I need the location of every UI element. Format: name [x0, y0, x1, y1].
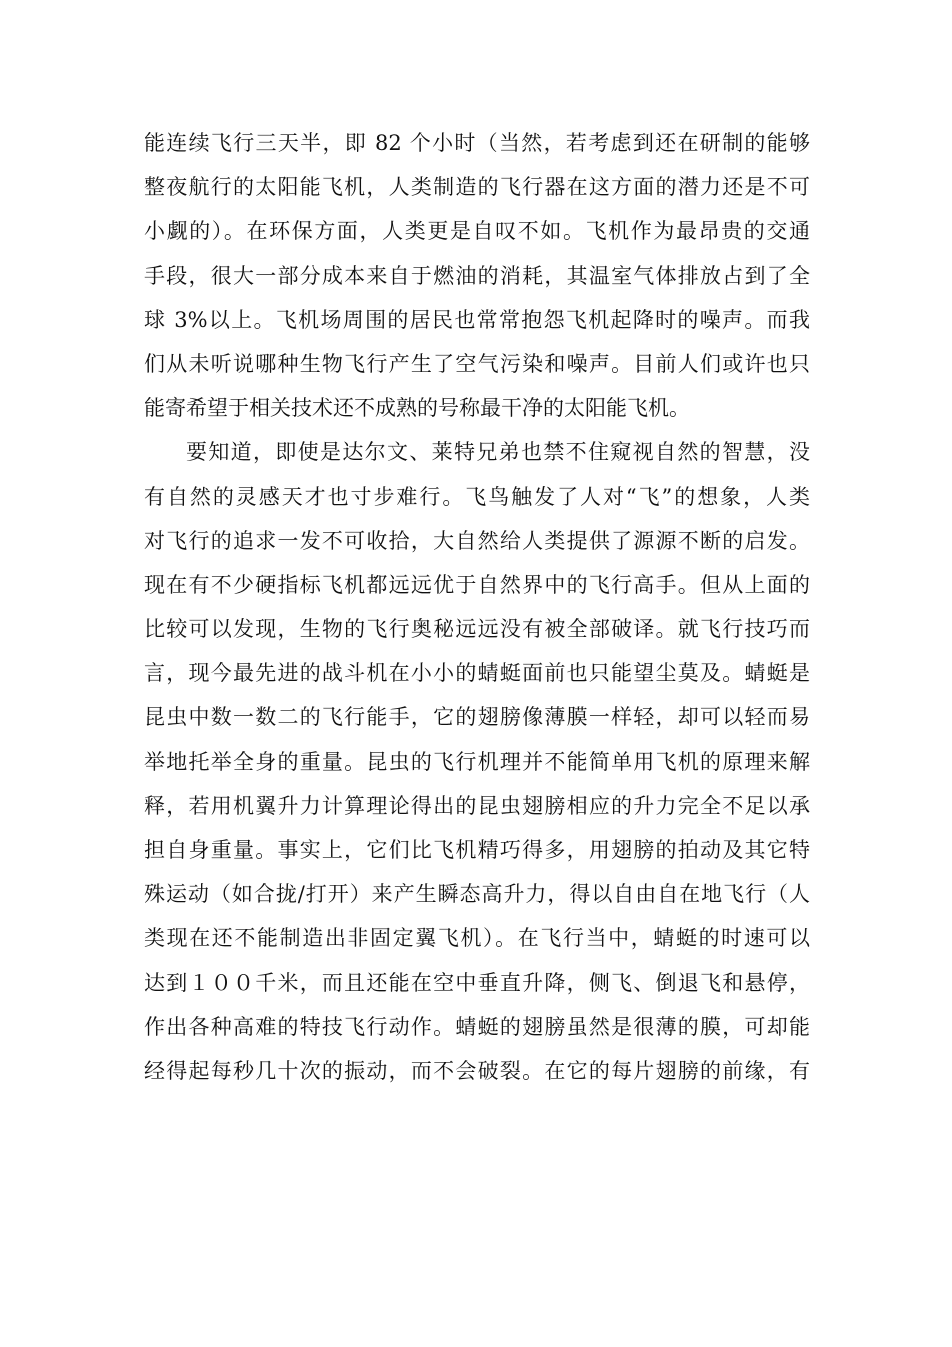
text-line: 言，现今最先进的战斗机在小小的蜻蜓面前也只能望尘莫及。蜻蜓是 [144, 661, 810, 686]
text-line: 们从未听说哪种生物飞行产生了空气污染和噪声。目前人们或许也只 [144, 351, 810, 376]
text-line: 对飞行的追求一发不可收拾，大自然给人类提供了源源不断的启发。 [144, 528, 810, 553]
text-line: 能连续飞行三天半，即 82 个小时（当然，若考虑到还在研制的能够 [144, 131, 810, 155]
text-line: 殊运动（如合拢/打开）来产生瞬态高升力，得以自由自在地飞行（人 [144, 882, 810, 907]
text-line: 比较可以发现，生物的飞行奥秘远远没有被全部破译。就飞行技巧而 [144, 617, 810, 642]
text-line: 昆虫中数一数二的飞行能手，它的翅膀像薄膜一样轻，却可以轻而易 [144, 705, 810, 730]
text-line: 举地托举全身的重量。昆虫的飞行机理并不能简单用飞机的原理来解 [144, 749, 810, 774]
text-line: 能寄希望于相关技术还不成熟的号称最干净的太阳能飞机。 [144, 396, 690, 421]
paragraph-first-line: 要知道，即使是达尔文、莱特兄弟也禁不住窥视自然的智慧，没 [186, 440, 810, 465]
body-text [144, 121, 810, 1093]
text-line: 球 3%以上。飞机场周围的居民也常常抱怨飞机起降时的噪声。而我 [144, 307, 810, 332]
text-line: 达到１００千米，而且还能在空中垂直升降，侧飞、倒退飞和悬停， [144, 970, 810, 995]
text-line: 小觑的）。在环保方面，人类更是自叹不如。飞机作为最昂贵的交通 [144, 219, 810, 244]
text-line: 手段，很大一部分成本来自于燃油的消耗，其温室气体排放占到了全 [144, 263, 810, 288]
text-line: 整夜航行的太阳能飞机，人类制造的飞行器在这方面的潜力还是不可 [144, 175, 810, 200]
text-line: 作出各种高难的特技飞行动作。蜻蜓的翅膀虽然是很薄的膜，可却能 [144, 1014, 810, 1039]
text-line: 经得起每秒几十次的振动，而不会破裂。在它的每片翅膀的前缘，有 [144, 1058, 810, 1083]
text-line: 现在有不少硬指标飞机都远远优于自然界中的飞行高手。但从上面的 [144, 572, 810, 597]
text-line: 担自身重量。事实上，它们比飞机精巧得多，用翅膀的拍动及其它特 [144, 838, 810, 862]
text-line: 释，若用机翼升力计算理论得出的昆虫翅膀相应的升力完全不足以承 [144, 793, 810, 818]
text-line: 类现在还不能制造出非固定翼飞机）。在飞行当中，蜻蜓的时速可以 [144, 926, 810, 951]
text-line: 有自然的灵感天才也寸步难行。飞鸟触发了人对“飞”的想象，人类 [144, 484, 810, 509]
